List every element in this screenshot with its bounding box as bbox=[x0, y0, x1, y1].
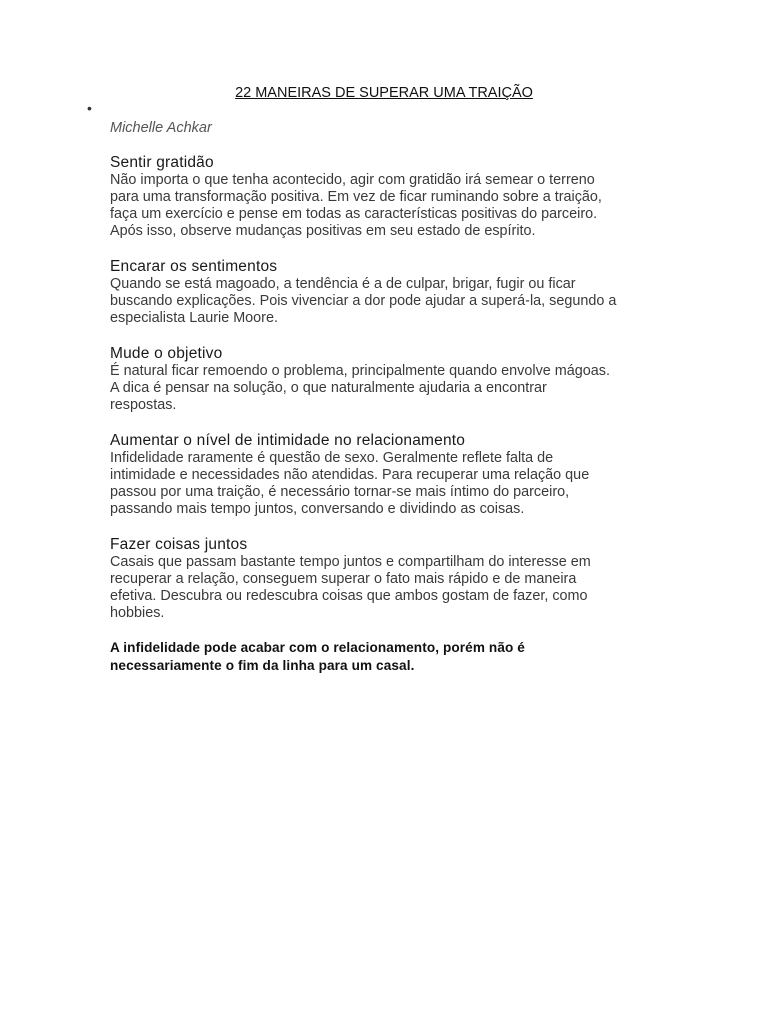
document-title: 22 MANEIRAS DE SUPERAR UMA TRAIÇÃO bbox=[235, 85, 533, 101]
bullet-marker: • bbox=[87, 100, 92, 116]
section-heading: Sentir gratidão bbox=[110, 154, 214, 171]
section-fazer-coisas-juntos bbox=[110, 535, 670, 622]
section-paragraph: Quando se está magoado, a tendência é a de culpar, brigar, fugir ou ficar buscando explicações. Pois vivenciar a dor pode ajudar a superá-la, segundo a especialista Laurie Moore. bbox=[110, 276, 617, 326]
section-paragraph: Infidelidade raramente é questão de sexo. Geralmente reflete falta de intimidade e necessidades não atendidas. Para recuperar uma relação que passou por uma traição, é necessário tornar-se mais íntimo do parceiro, passando mais tempo juntos, conversando e dividindo as coisas. bbox=[110, 450, 590, 517]
section-heading: Aumentar o nível de intimidade no relacionamento bbox=[110, 432, 466, 449]
closing-statement: A infidelidade pode acabar com o relacionamento, porém não é necessariamente o fim da linha para um casal. bbox=[110, 640, 525, 673]
section-heading: Mude o objetivo bbox=[110, 345, 223, 362]
author-name: Michelle Achkar bbox=[110, 120, 212, 136]
document-body bbox=[110, 153, 670, 675]
section-encarar-sentimentos bbox=[110, 257, 670, 327]
section-heading: Fazer coisas juntos bbox=[110, 536, 248, 553]
section-mude-objetivo bbox=[110, 344, 670, 414]
section-paragraph: Casais que passam bastante tempo juntos e compartilham do interesse em recuperar a relação, conseguem superar o fato mais rápido e de maneira efetiva. Descubra ou redescubra coisas que ambos gostam de fazer, como hobbies. bbox=[110, 554, 591, 621]
section-sentir-gratidao bbox=[110, 153, 670, 240]
section-paragraph: Não importa o que tenha acontecido, agir com gratidão irá semear o terreno para uma transformação positiva. Em vez de ficar ruminando sobre a traição, faça um exercício e pense em todas as características positivas do parceiro. Após isso, observe mudanças positivas em seu estado de espírito. bbox=[110, 172, 602, 239]
section-aumentar-intimidade bbox=[110, 431, 670, 518]
section-paragraph: É natural ficar remoendo o problema, principalmente quando envolve mágoas. A dica é pensar na solução, o que naturalmente ajudaria a encontrar respostas. bbox=[110, 363, 610, 413]
section-heading: Encarar os sentimentos bbox=[110, 258, 278, 275]
